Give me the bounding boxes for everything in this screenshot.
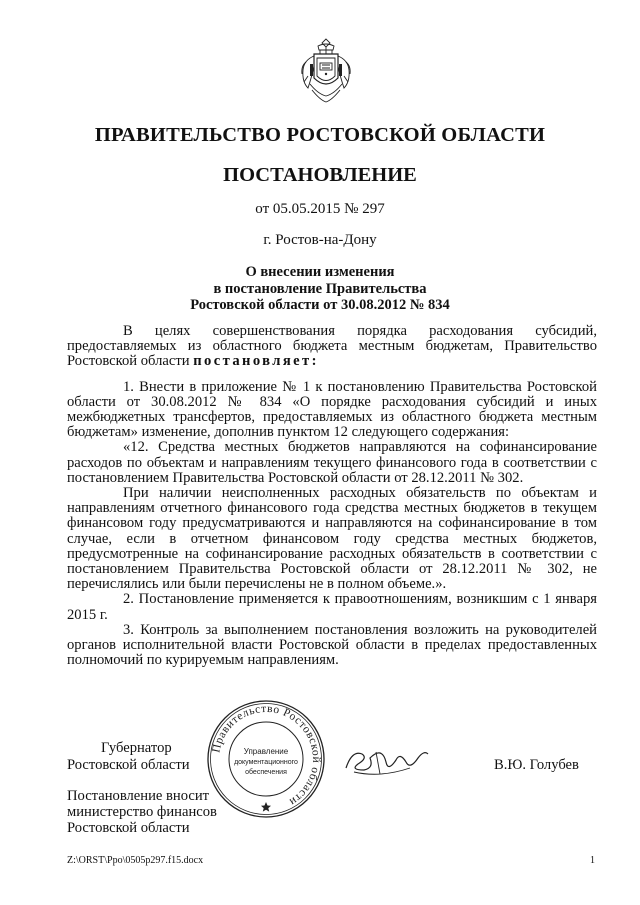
body-paragraph: 3. Контроль за выполнением постановления возложить на руководителей органов исполнительной власти Ростовской области в пределах предоставленных полномочий по курируемым направлениям.	[67, 621, 597, 669]
body-paragraph	[67, 324, 597, 370]
subject-line: О внесении изменения	[245, 264, 395, 280]
handwritten-signature	[340, 740, 432, 780]
stamp-inner-line: документационного	[234, 759, 298, 766]
submitter-line: Ростовской области	[67, 820, 190, 836]
document-body	[67, 324, 597, 668]
document-type-title: ПОСТАНОВЛЕНИЕ	[223, 164, 417, 186]
body-paragraph: 1. Внести в приложение № 1 к постановлению Правительства Ростовской области от 30.08.2012 № 834 «О порядке расходования субсидий и иных межбюджетных трансфертов, предоставляемых из областного бюджета местным бюджетам» изменение, дополнив пунктом 12 следующего содержания:	[67, 378, 597, 441]
subject-line: в постановление Правительства	[213, 280, 427, 297]
submitter-block	[67, 788, 217, 836]
decree-keyword: постановляет:	[193, 353, 319, 370]
stamp-ring-text: Правительство Ростовской области	[210, 702, 323, 809]
submitter-line: министерство финансов	[67, 804, 217, 820]
coat-of-arms-icon	[298, 36, 354, 106]
preamble-text: В целях совершенствования порядка расходования субсидий, предоставляемых из областного бюджета местным бюджетам, Правительство Ростовской области	[67, 323, 597, 370]
signatory-position: Губернатор	[101, 740, 172, 756]
signatory-name: В.Ю. Голубев	[494, 757, 579, 773]
file-path: Z:\ORST\Ppo\0505p297.f15.docx	[67, 855, 204, 866]
body-paragraph: При наличии неисполненных расходных обязательств по объектам и направлениям отчетного финансового года средства местных бюджетов в текущем финансовом году предусматриваются и направляются на софинансирование в том случае, если в отчетном финансовом году средства местных бюджетов, предусмотренные на софинансирование расходных обязательств в соответствии с постановлением Правительства Ростовской области от 28.12.2011 № 302, не перечислялись или были перечислены не в полном объеме.».	[67, 485, 597, 593]
page-number: 1	[590, 855, 595, 866]
body-paragraph: «12. Средства местных бюджетов направляются на софинансирование расходов по объектам и направлениям текущего финансового года в соответствии с постановлением Правительства Ростовской области от 28.12.2011 № 302.	[67, 439, 597, 486]
submitter-line: Постановление вносит	[67, 788, 210, 804]
document-date-number: от 05.05.2015 № 297	[255, 201, 385, 217]
stamp-inner-line: Управление	[243, 747, 289, 756]
subject-line: Ростовской области от 30.08.2012 № 834	[190, 297, 450, 313]
stamp-inner-line: обеспечения	[245, 769, 287, 776]
document-city: г. Ростов-на-Дону	[263, 232, 377, 248]
stamp-star-icon	[261, 802, 271, 812]
document-subject	[0, 264, 640, 314]
organization-title: ПРАВИТЕЛЬСТВО РОСТОВСКОЙ ОБЛАСТИ	[94, 124, 546, 146]
official-stamp	[205, 698, 327, 820]
signatory-position: Ростовской области	[67, 757, 190, 773]
body-paragraph: 2. Постановление применяется к правоотношениям, возникшим с 1 января 2015 г.	[67, 591, 597, 623]
